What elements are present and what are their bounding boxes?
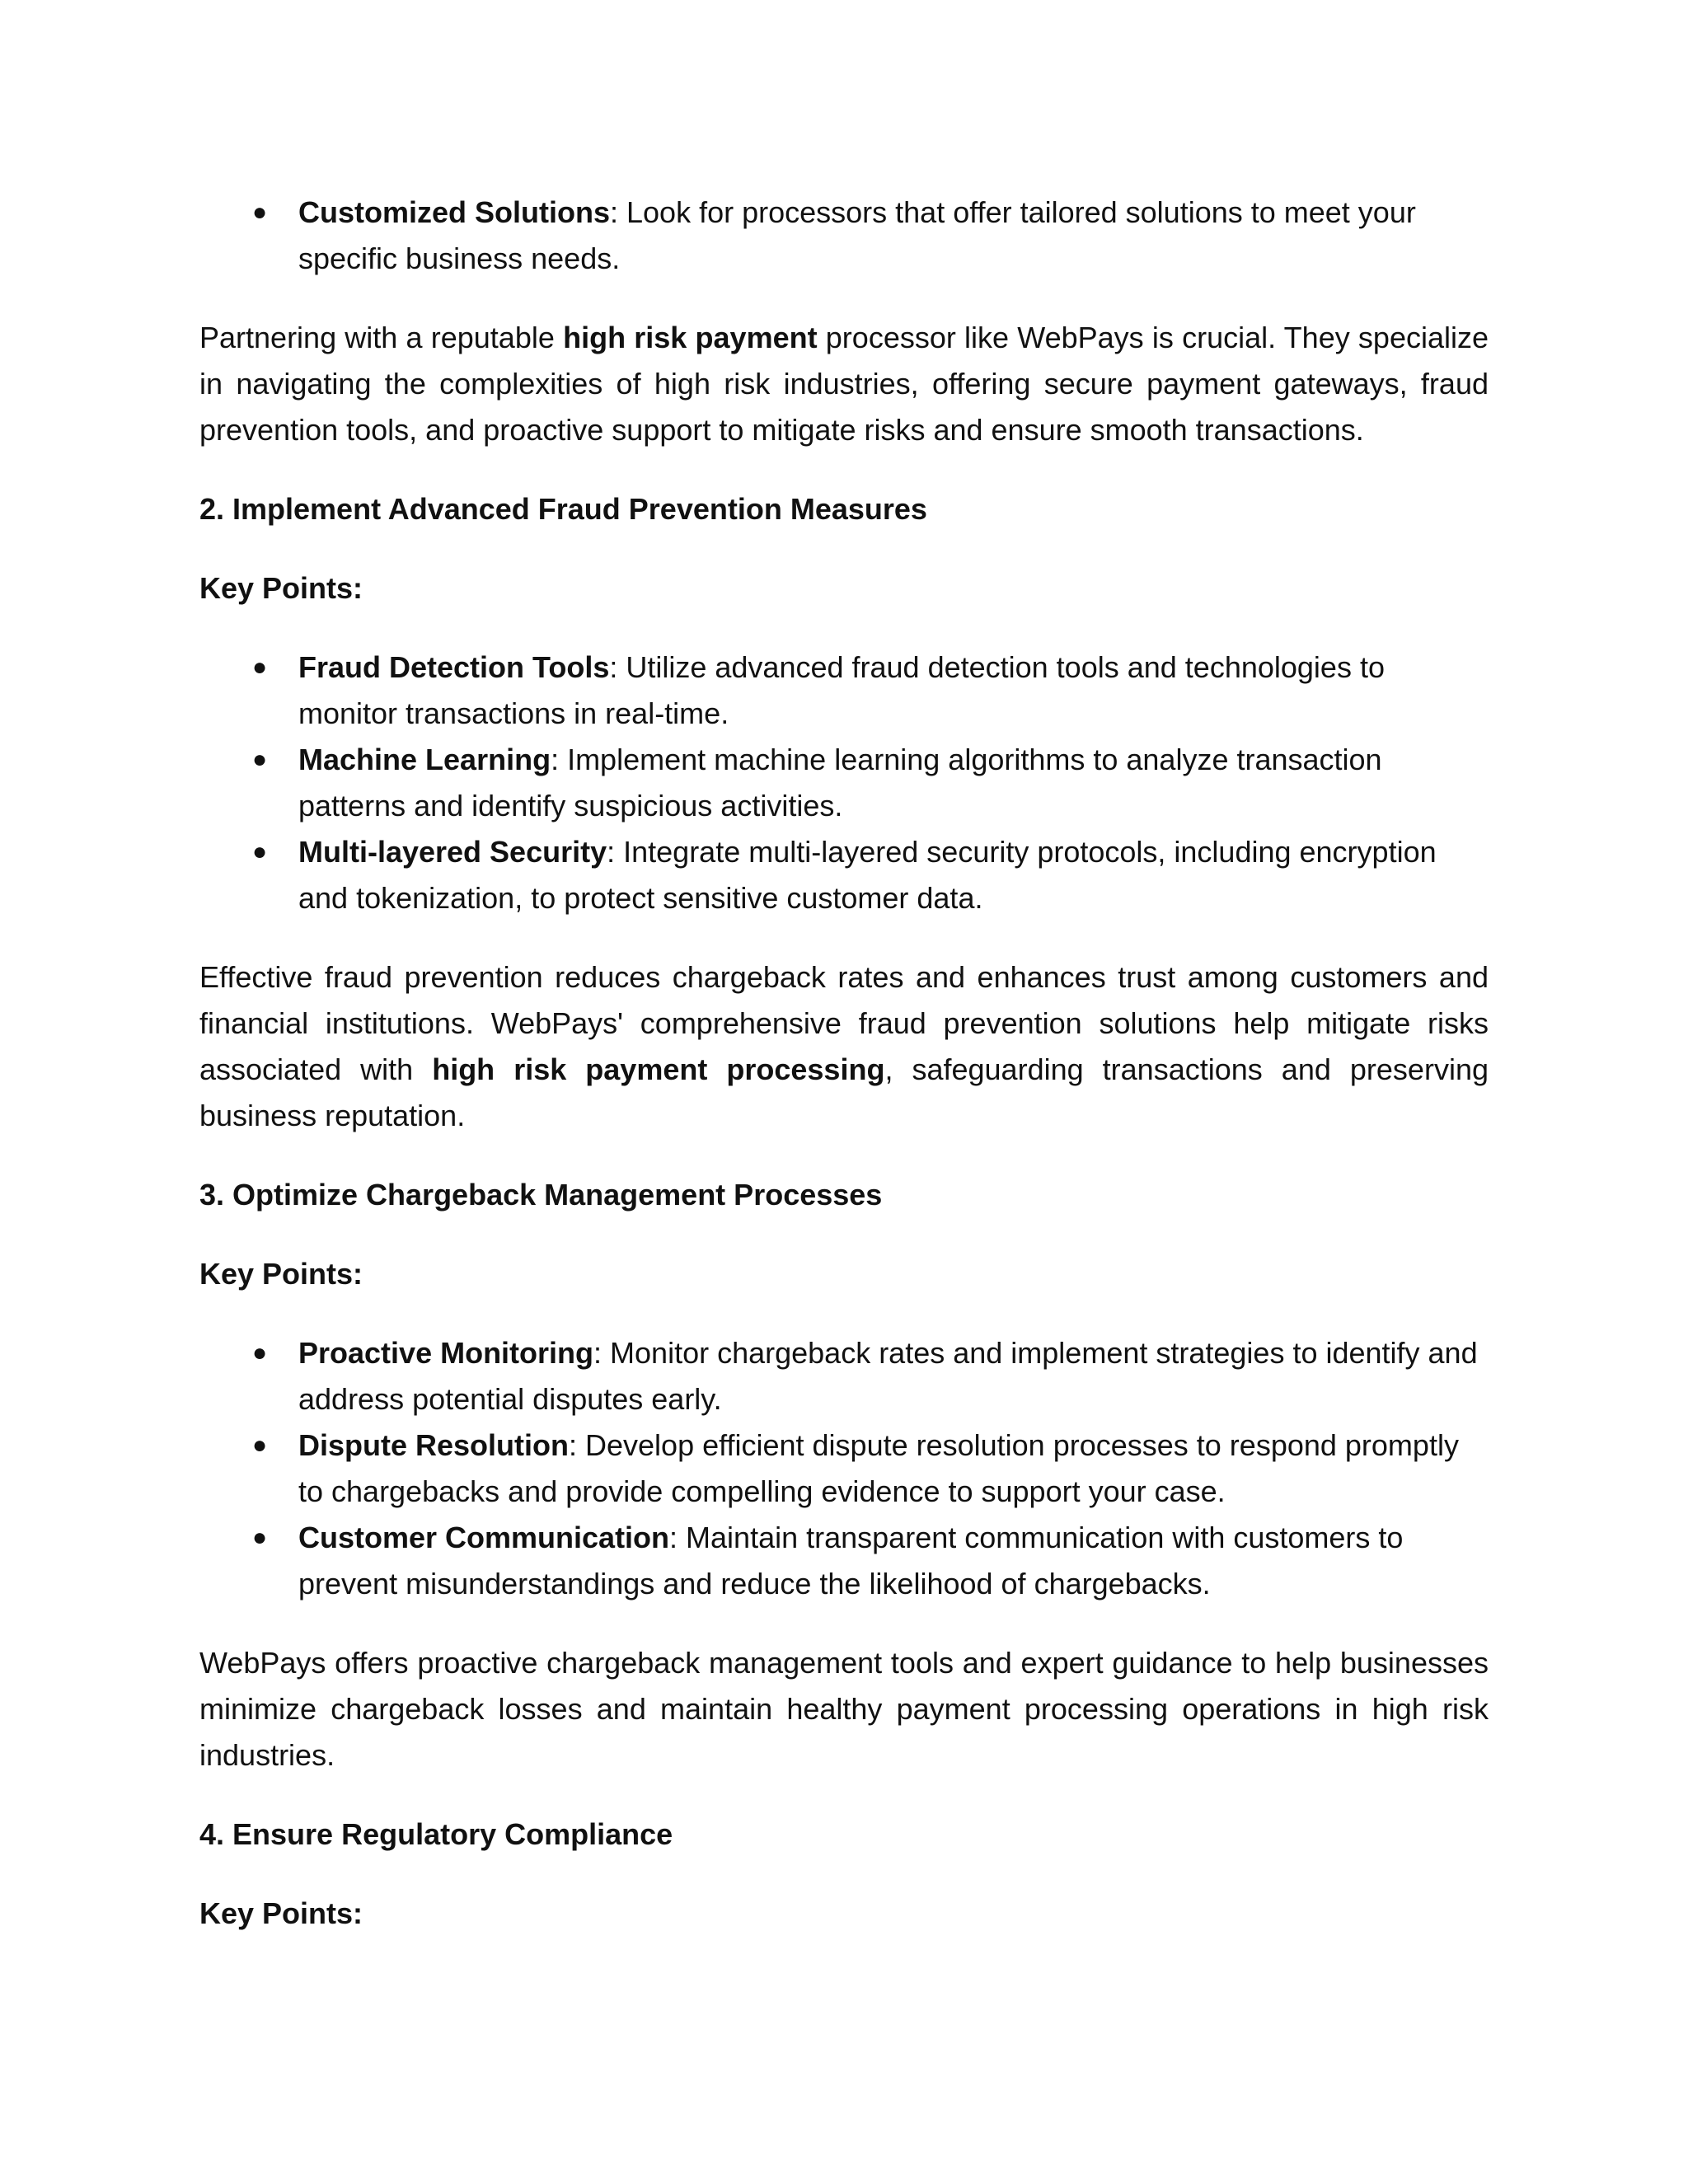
bullet-text: : Look for processors that offer tailored solutions to meet your specific business needs. bbox=[298, 195, 1416, 275]
section-2-text-bold: high risk payment processing bbox=[432, 1052, 885, 1086]
list-item bbox=[199, 644, 1489, 737]
partner-text-pre: Partnering with a reputable bbox=[199, 321, 564, 354]
bullet-text: : Utilize advanced fraud detection tools and technologies to monitor transactions in real-time. bbox=[298, 650, 1385, 730]
bullet-icon: ● bbox=[252, 1432, 268, 1459]
section-2-heading: 2. Implement Advanced Fraud Prevention Measures bbox=[199, 492, 927, 526]
document-body bbox=[199, 190, 1489, 1970]
bullet-icon: ● bbox=[252, 1339, 268, 1366]
bullet-icon: ● bbox=[252, 199, 268, 226]
bullet-term: Proactive Monitoring bbox=[298, 1336, 594, 1370]
partner-text-bold: high risk payment bbox=[563, 321, 818, 354]
bullet-text: : Maintain transparent communication with customers to prevent misunderstandings and reduce the likelihood of chargebacks. bbox=[298, 1521, 1404, 1601]
section-2-key-points-label: Key Points: bbox=[199, 571, 363, 605]
bullet-icon: ● bbox=[252, 838, 268, 865]
bullet-text: : Develop efficient dispute resolution processes to respond promptly to chargebacks and provide compelling evidence to support your case. bbox=[298, 1428, 1459, 1508]
bullet-term: Customized Solutions bbox=[298, 195, 610, 229]
section-2-text-post: , safeguarding transactions and preserving business reputation. bbox=[199, 1052, 1489, 1132]
bullet-icon: ● bbox=[252, 746, 268, 773]
bullet-term: Customer Communication bbox=[298, 1521, 670, 1554]
list-item bbox=[199, 190, 1489, 282]
list-item bbox=[199, 737, 1489, 829]
section-3-paragraph: WebPays offers proactive chargeback management tools and expert guidance to help businesses minimize chargeback losses and maintain healthy payment processing operations in high risk industries. bbox=[199, 1646, 1489, 1772]
bullet-term: Fraud Detection Tools bbox=[298, 650, 610, 684]
bullet-icon: ● bbox=[252, 1524, 268, 1551]
section-3-bullet-list bbox=[199, 1330, 1489, 1607]
bullet-text: : Monitor chargeback rates and implement strategies to identify and address potential disputes early. bbox=[298, 1336, 1478, 1416]
bullet-term: Dispute Resolution bbox=[298, 1428, 570, 1462]
partner-paragraph bbox=[199, 315, 1489, 453]
bullet-icon: ● bbox=[252, 654, 268, 681]
section-4-key-points-label: Key Points: bbox=[199, 1896, 363, 1930]
top-bullet-list bbox=[199, 190, 1489, 282]
section-2-paragraph bbox=[199, 954, 1489, 1139]
partner-text-post: processor like WebPays is crucial. They specialize in navigating the complexities of high risk industries, offering secure payment gateways, fraud prevention tools, and proactive support to mitigate risks and ensure smooth transactions. bbox=[199, 321, 1489, 447]
bullet-term: Machine Learning bbox=[298, 743, 551, 776]
bullet-text: : Integrate multi-layered security protocols, including encryption and tokenization, to protect sensitive customer data. bbox=[298, 835, 1437, 915]
section-2-bullet-list bbox=[199, 644, 1489, 921]
list-item bbox=[199, 1330, 1489, 1422]
section-4-heading: 4. Ensure Regulatory Compliance bbox=[199, 1817, 673, 1851]
list-item bbox=[199, 829, 1489, 921]
section-3-key-points-label: Key Points: bbox=[199, 1257, 363, 1291]
section-3-heading: 3. Optimize Chargeback Management Processes bbox=[199, 1178, 883, 1212]
list-item bbox=[199, 1422, 1489, 1515]
bullet-term: Multi-layered Security bbox=[298, 835, 607, 869]
list-item bbox=[199, 1515, 1489, 1607]
bullet-text: : Implement machine learning algorithms to analyze transaction patterns and identify suspicious activities. bbox=[298, 743, 1382, 823]
section-2-text-pre: Effective fraud prevention reduces chargeback rates and enhances trust among customers and financial institutions. WebPays' comprehensive fraud prevention solutions help mitigate risks associated with bbox=[199, 960, 1489, 1086]
